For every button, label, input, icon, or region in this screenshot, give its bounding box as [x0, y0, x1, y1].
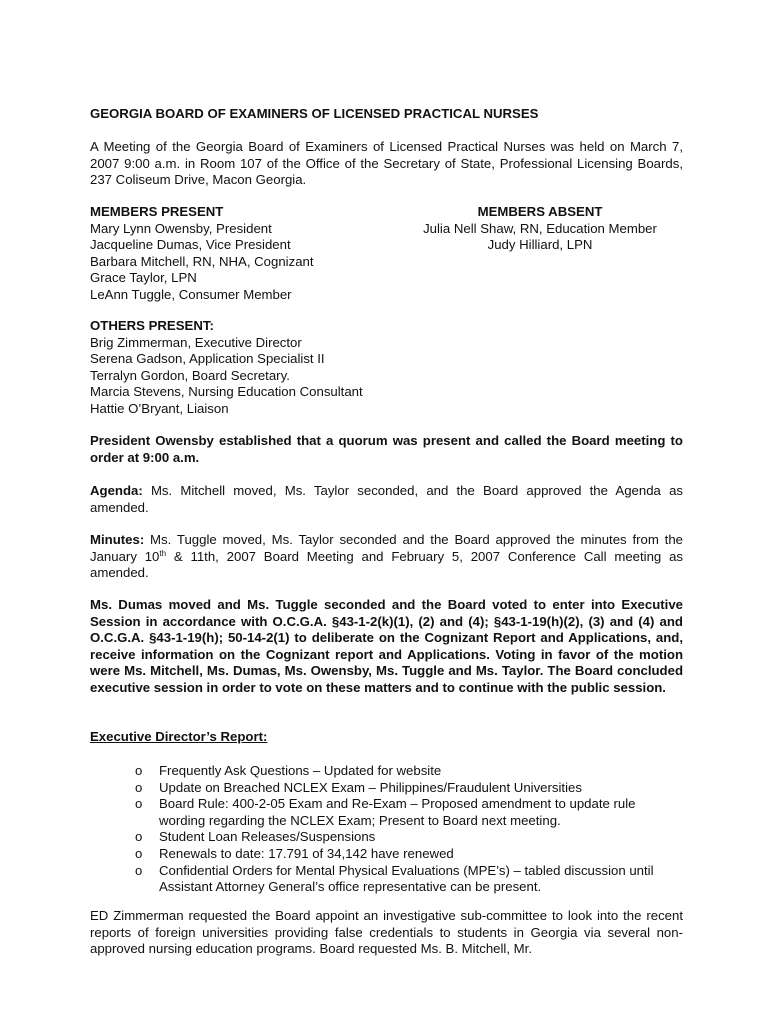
others-present-item: Serena Gadson, Application Specialist II	[90, 351, 325, 367]
bullet-marker: o	[135, 779, 143, 795]
list-item-text: Confidential Orders for Mental Physical Evaluations (MPE’s) – tabled discussion until Assistant Attorney General’s office representative can be present.	[159, 862, 654, 895]
agenda-paragraph	[90, 483, 683, 516]
intro-paragraph: A Meeting of the Georgia Board of Examiners of Licensed Practical Nurses was held on March 7, 2007 9:00 a.m. in Room 107 of the Office of the Secretary of State, Professional Licensing Boards, 237 Coliseum Drive, Macon Georgia.	[90, 139, 683, 188]
agenda-text: Ms. Mitchell moved, Ms. Taylor seconded, and the Board approved the Agenda as amended.	[90, 483, 683, 515]
others-present-item: Terralyn Gordon, Board Secretary.	[90, 367, 290, 383]
bullet-marker: o	[135, 763, 143, 778]
quorum-paragraph: President Owensby established that a quorum was present and called the Board meeting to order at 9:00 a.m.	[90, 433, 683, 465]
list-item-text: Frequently Ask Questions – Updated for website	[159, 763, 442, 778]
others-present-heading: OTHERS PRESENT:	[90, 318, 214, 333]
list-item	[135, 796, 683, 829]
minutes-superscript: th	[159, 548, 167, 558]
closing-paragraph: ED Zimmerman requested the Board appoint an investigative sub-committee to look into the recent reports of foreign universities providing false credentials to students in Georgia via several non-approved nursing education programs. Board requested Ms. B. Mitchell, Mr.	[90, 908, 683, 957]
others-present-item: Hattie O’Bryant, Liaison	[90, 400, 229, 416]
list-item	[135, 780, 683, 797]
bullet-marker: o	[135, 796, 143, 812]
member-absent-item: Julia Nell Shaw, RN, Education Member	[423, 220, 657, 236]
minutes-text-after: & 11th, 2007 Board Meeting and February 5, 2007 Conference Call meeting as amended.	[90, 548, 684, 581]
minutes-label: Minutes:	[90, 532, 145, 547]
members-present-heading: MEMBERS PRESENT	[90, 204, 224, 219]
ed-report-list	[135, 763, 683, 896]
others-present-section	[90, 318, 683, 418]
list-item	[135, 829, 683, 846]
others-present-item: Marcia Stevens, Nursing Education Consultant	[90, 384, 363, 400]
member-present-item: Grace Taylor, LPN	[90, 270, 197, 286]
minutes-text-before: Ms. Tuggle moved, Ms. Taylor seconded and the Board approved the minutes from the January 10	[90, 532, 683, 564]
member-present-item: Barbara Mitchell, RN, NHA, Cognizant	[90, 253, 314, 269]
members-absent-heading: MEMBERS ABSENT	[477, 204, 603, 219]
ed-report-heading: Executive Director’s Report:	[90, 729, 268, 744]
bullet-marker: o	[135, 845, 143, 861]
member-present-item: Jacqueline Dumas, Vice President	[90, 237, 291, 253]
member-present-item: Mary Lynn Owensby, President	[90, 220, 272, 236]
others-present-item: Brig Zimmerman, Executive Director	[90, 334, 302, 350]
members-absent-column	[410, 204, 670, 254]
list-item-text: Update on Breached NCLEX Exam – Philippines/Fraudulent Universities	[159, 779, 582, 795]
bullet-marker: o	[135, 862, 143, 878]
member-absent-item: Judy Hilliard, LPN	[487, 237, 593, 253]
list-item-text: Renewals to date: 17.791 of 34,142 have renewed	[159, 845, 454, 861]
agenda-label: Agenda:	[90, 483, 143, 498]
minutes-paragraph	[90, 532, 683, 582]
list-item	[135, 846, 683, 863]
document-title: GEORGIA BOARD OF EXAMINERS OF LICENSED PRACTICAL NURSES	[90, 106, 539, 121]
members-present-column	[90, 204, 410, 304]
list-item-text: Student Loan Releases/Suspensions	[159, 829, 376, 845]
bullet-marker: o	[135, 829, 143, 845]
member-present-item: LeAnn Tuggle, Consumer Member	[90, 286, 292, 302]
executive-session-paragraph: Ms. Dumas moved and Ms. Tuggle seconded and the Board voted to enter into Executive Session in accordance with O.C.G.A. §43-1-2(k)(1), (2) and (4); §43-1-19(h)(2), (3) and (4) and O.C.G.A. §43-1-19(h); 50-14-2(1) to deliberate on the Cognizant Report and Applications, and, receive information on the Cognizant report and Applications. Voting in favor of the motion were Ms. Mitchell, Ms. Dumas, Ms. Owensby, Ms. Tuggle and Ms. Taylor. The Board concluded executive session in order to vote on these matters and to continue with the public session.	[90, 597, 683, 695]
list-item-text: Board Rule: 400-2-05 Exam and Re-Exam – Proposed amendment to update rule wording regarding the NCLEX Exam; Present to Board next meeting.	[159, 796, 636, 828]
list-item	[135, 863, 683, 896]
list-item	[135, 763, 683, 780]
